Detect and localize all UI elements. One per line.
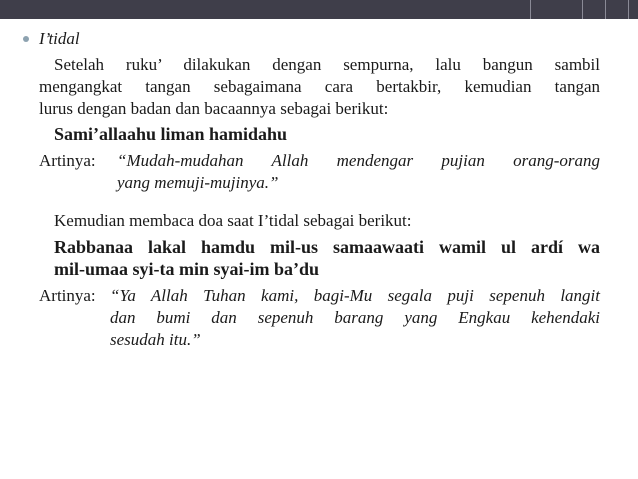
banner-divider: [582, 0, 583, 19]
meaning-label: Artinya:: [39, 151, 96, 170]
bullet-heading: I’tidal: [39, 29, 80, 48]
intro-text: Kemudian membaca doa saat I’tidal sebagai berikut:: [54, 211, 412, 230]
paragraph-line: Setelah ruku’ dilakukan dengan sempurna, lalu bangun sambil: [54, 55, 600, 74]
meaning-label: Artinya:: [39, 286, 96, 305]
recitation-text: Rabbanaa lakal hamdu mil-us samaawaati wamil ul ardí wa: [54, 237, 600, 257]
meaning-line: dan bumi dan sepenuh barang yang Engkau kehendaki: [110, 308, 600, 327]
meaning-line: “Ya Allah Tuhan kami, bagi-Mu segala puji sepenuh langit: [110, 286, 600, 305]
meaning-line: sesudah itu.”: [110, 330, 201, 349]
banner-divider: [628, 0, 629, 19]
paragraph-line: lurus dengan badan dan bacaannya sebagai berikut:: [39, 99, 389, 118]
recitation-text: Sami’allaahu liman hamidahu: [54, 124, 288, 144]
recitation-text: mil-umaa syi-ta min syai-im ba’du: [54, 259, 320, 279]
meaning-line: “Mudah-mudahan Allah mendengar pujian orang-orang: [117, 151, 600, 170]
banner-divider: [530, 0, 531, 19]
top-banner: [0, 0, 638, 19]
paragraph-line: mengangkat tangan sebagaimana cara bertakbir, kemudian tangan: [39, 77, 600, 96]
bullet-icon: [23, 36, 29, 42]
banner-divider: [605, 0, 606, 19]
meaning-line: yang memuji-mujinya.”: [117, 173, 279, 192]
